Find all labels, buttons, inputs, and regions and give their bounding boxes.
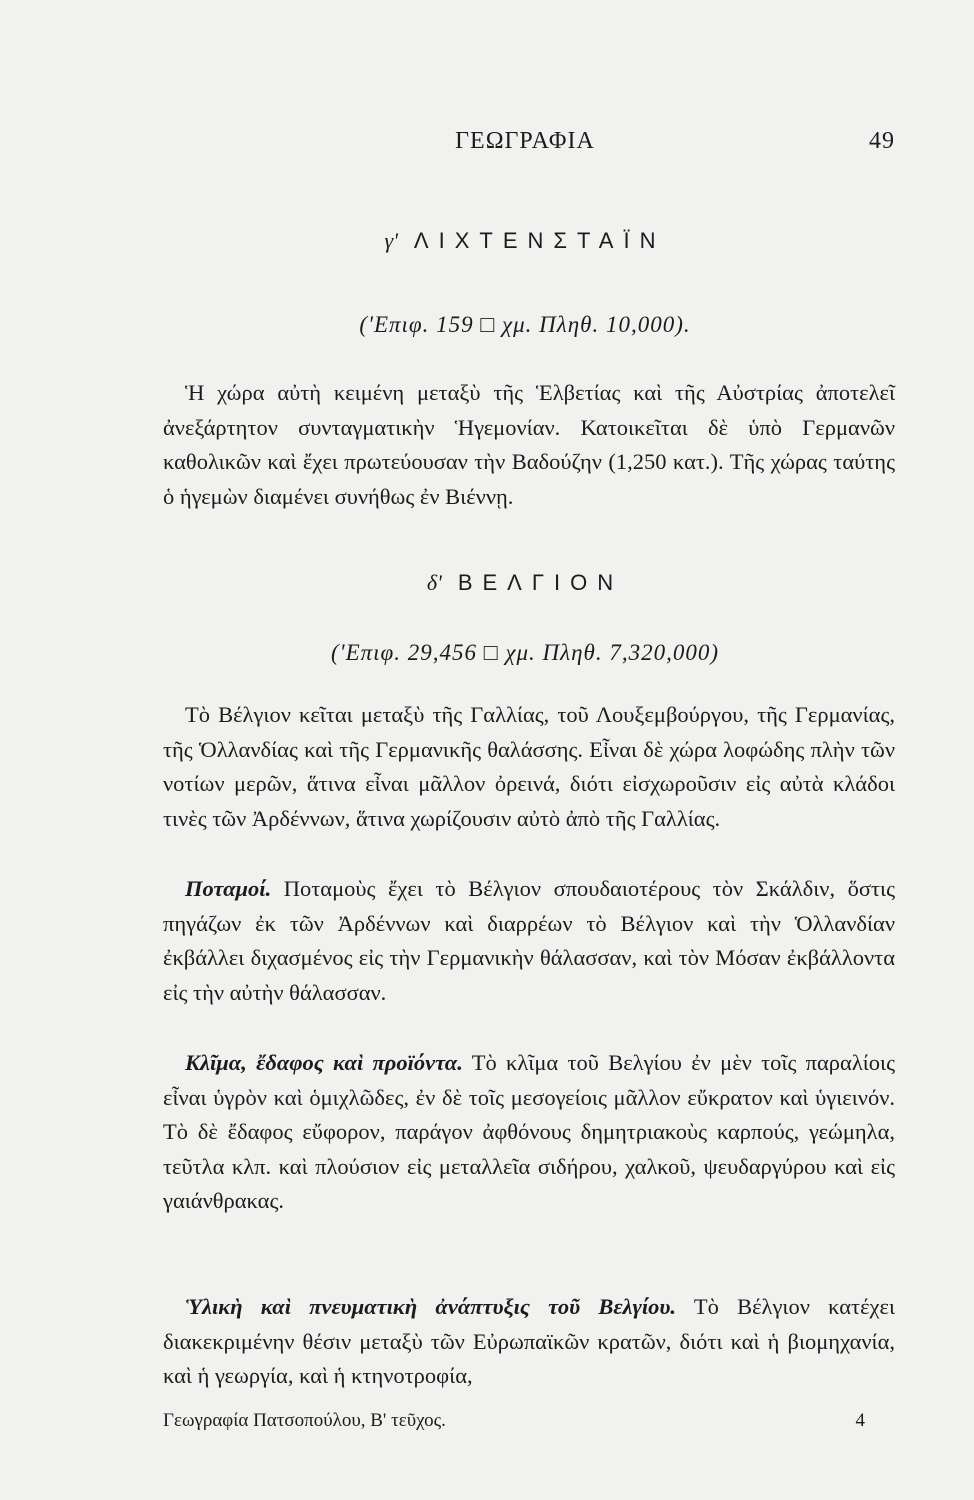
- printer-signature: Γεωγραφία Πατσοπούλου, Β' τεῦχος.: [163, 1410, 446, 1431]
- paragraph-belgium-location: [163, 698, 895, 836]
- paragraph-text: Τὸ κλῖμα τοῦ Βελγίου ἐν μὲν τοῖς παραλίοις εἶναι ὑγρὸν καὶ ὁμιχλῶδες, ἐν δὲ τοῖς μεσογείοις μᾶλλον εὔκρατον καὶ ὑγιεινόν. Τὸ δὲ ἔδαφος εὔφορον, παράγον ἀφθόνους δημητριακοὺς καρπούς, γεώμηλα, τεῦτλα κλπ. καὶ πλούσιον εἰς μεταλλεῖα σιδήρου, χαλκοῦ, ψευδαργύρου καὶ εἰς γαιάνθρακας.: [163, 1050, 895, 1214]
- paragraph-rivers: [163, 872, 895, 1010]
- section-title: ΒΕΛΓΙΟΝ: [457, 570, 624, 595]
- paragraph-lead: Ὑλικὴ καὶ πνευματικὴ ἀνάπτυξις τοῦ Βελγίου.: [185, 1294, 677, 1319]
- running-head: [155, 128, 895, 168]
- paragraph-text: Ἡ χώρα αὐτὴ κειμένη μεταξὺ τῆς Ἑλβετίας καὶ τῆς Αὐστρίας ἀποτελεῖ ἀνεξάρτητον συνταγματικὴν Ἡγεμονίαν. Κατοικεῖται δὲ ὑπὸ Γερμανῶν καθολικῶν καὶ ἔχει πρωτεύουσαν τὴν Βαδούζην (1,250 κατ.). Τῆς χώρας ταύτης ὁ ἡγεμὼν διαμένει συνήθως ἐν Βιέννῃ.: [163, 380, 895, 509]
- section-heading-liechtenstein: [155, 228, 895, 254]
- paragraph-text: Τὸ Βέλγιον κατέχει διακεκριμένην θέσιν μεταξὺ τῶν Εὐρωπαϊκῶν κρατῶν, διότι καὶ ἡ βιομηχανία, καὶ ἡ γεωργία, καὶ ἡ κτηνοτροφία,: [163, 1294, 896, 1389]
- section-stats-belgium: ('Επιφ. 29,456 □ χμ. Πληθ. 7,320,000): [330, 640, 719, 665]
- section-marker: δ': [426, 570, 442, 595]
- paragraph-text: Ποταμοὺς ἔχει τὸ Βέλγιον σπουδαιοτέρους τὸν Σκάλδιν, ὅστις πηγάζων ἐκ τῶν Ἀρδέννων καὶ διαρρέων τὸ Βέλγιον καὶ τὴν Ὁλλανδίαν ἐκβάλλει διχασμένος εἰς τὴν Γερμανικὴν θάλασσαν, καὶ τὸν Μόσαν ἐκβάλλοντα εἰς τὴν αὐτὴν θάλασσαν.: [163, 876, 895, 1005]
- section-heading-belgium: [155, 570, 895, 596]
- running-title: ΓΕΩΓΡΑΦΙΑ: [455, 128, 595, 154]
- paragraph-lead: Ποταμοί.: [185, 876, 272, 901]
- section-title: ΛΙΧΤΕΝΣΤΑΪΝ: [413, 228, 666, 253]
- page-number: 49: [869, 128, 895, 154]
- paragraph-development: [163, 1290, 895, 1394]
- page-footer: [163, 1410, 895, 1440]
- sheet-number: 4: [855, 1410, 865, 1431]
- paragraph-lead: Κλῖμα, ἔδαφος καὶ προϊόντα.: [185, 1050, 463, 1075]
- paragraph-liechtenstein: [163, 376, 895, 514]
- paragraph-text: Τὸ Βέλγιον κεῖται μεταξὺ τῆς Γαλλίας, τοῦ Λουξεμβούργου, τῆς Γερμανίας, τῆς Ὁλλανδίας καὶ τῆς Γερμανικῆς θαλάσσης. Εἶναι δὲ χώρα λοφώδης πλὴν τῶν νοτίων μερῶν, ἅτινα εἶναι μᾶλλον ὀρεινά, διότι εἰσχωροῦσιν εἰς αὐτὰ κλάδοι τινὲς τῶν Ἀρδέννων, ἅτινα χωρίζουσιν αὐτὸ ἀπὸ τῆς Γαλλίας.: [163, 702, 895, 831]
- section-marker: γ': [384, 228, 398, 253]
- section-stats-liechtenstein: ('Επιφ. 159 □ χμ. Πληθ. 10,000).: [359, 312, 691, 337]
- paragraph-climate: [163, 1046, 895, 1219]
